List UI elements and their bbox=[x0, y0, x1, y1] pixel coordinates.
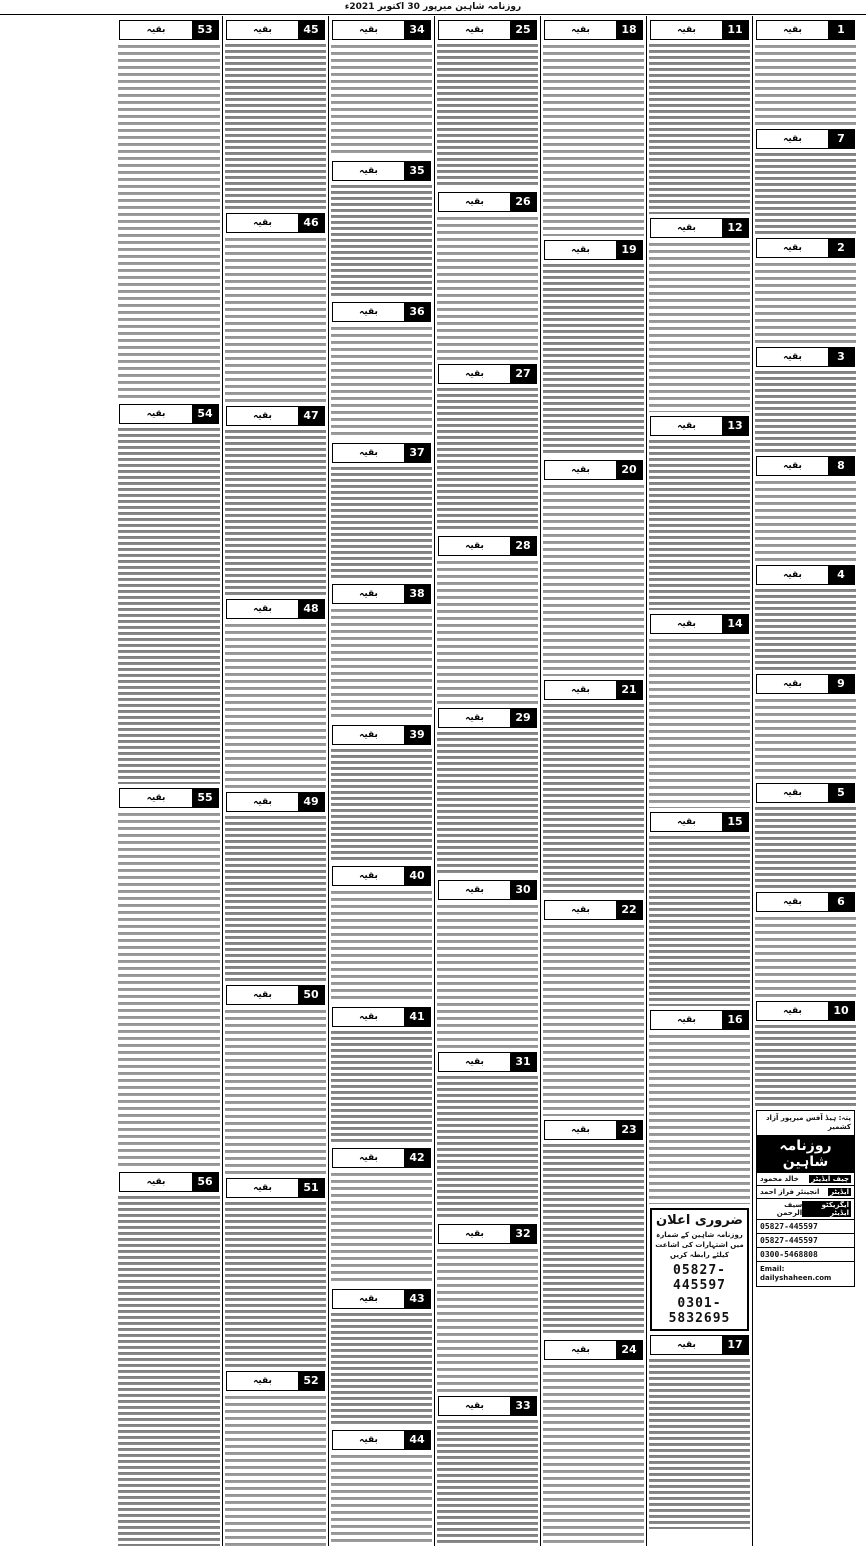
article-text-block bbox=[437, 1075, 538, 1220]
continuation-label: بقیہ bbox=[359, 871, 378, 881]
column-3 bbox=[540, 16, 646, 1546]
continuation-box bbox=[119, 1172, 219, 1192]
continuation-label: بقیہ bbox=[677, 25, 696, 35]
article-text-block bbox=[755, 915, 856, 997]
article-text-block bbox=[755, 588, 856, 670]
continuation-label: بقیہ bbox=[677, 817, 696, 827]
notice-title: ضروری اعلان bbox=[656, 1213, 743, 1228]
continuation-label: بقیہ bbox=[571, 1345, 590, 1355]
article-text-block bbox=[649, 43, 750, 214]
article-text-block bbox=[543, 43, 644, 236]
notice-body: روزنامہ شاہین کے شمارہ میں اشتہارات کی اشاعت کیلئے رابطہ کریں bbox=[655, 1231, 744, 1259]
article-text-block bbox=[755, 1024, 856, 1106]
continuation-box bbox=[544, 680, 643, 700]
continuation-number: 33 bbox=[510, 1397, 536, 1415]
continuation-number: 8 bbox=[828, 457, 854, 475]
continuation-label: بقیہ bbox=[571, 685, 590, 695]
article-text-block bbox=[331, 748, 432, 862]
article-text-block bbox=[331, 889, 432, 1003]
continuation-number: 49 bbox=[298, 793, 324, 811]
continuation-number: 29 bbox=[510, 709, 536, 727]
column-1 bbox=[752, 16, 858, 1546]
article-text-block bbox=[437, 559, 538, 704]
continuation-number: 35 bbox=[404, 162, 430, 180]
continuation-box bbox=[332, 302, 431, 322]
continuation-box bbox=[756, 347, 855, 367]
staff-name: خالد محمود bbox=[760, 1175, 799, 1183]
continuation-number: 30 bbox=[510, 881, 536, 899]
continuation-label: بقیہ bbox=[146, 1177, 166, 1187]
article-text-block bbox=[225, 622, 326, 788]
continuation-box bbox=[544, 20, 643, 40]
continuation-number: 24 bbox=[616, 1341, 642, 1359]
continuation-box bbox=[756, 565, 855, 585]
article-text-block bbox=[543, 1363, 644, 1546]
column-6 bbox=[222, 16, 328, 1546]
article-text-block bbox=[755, 43, 856, 125]
article-text-block bbox=[225, 1394, 326, 1546]
article-text-block bbox=[225, 1201, 326, 1367]
continuation-label: بقیہ bbox=[253, 990, 272, 1000]
continuation-label: بقیہ bbox=[146, 25, 166, 35]
continuation-number: 22 bbox=[616, 901, 642, 919]
continuation-box bbox=[226, 985, 325, 1005]
continuation-number: 23 bbox=[616, 1121, 642, 1139]
continuation-box bbox=[226, 1178, 325, 1198]
continuation-number: 3 bbox=[828, 348, 854, 366]
continuation-box bbox=[332, 725, 431, 745]
article-text-block bbox=[331, 325, 432, 439]
article-text-block bbox=[225, 1008, 326, 1174]
continuation-number: 52 bbox=[298, 1372, 324, 1390]
staff-role: ایڈیٹر bbox=[830, 1188, 849, 1196]
article-text-block bbox=[437, 43, 538, 188]
continuation-label: بقیہ bbox=[677, 619, 696, 629]
continuation-box bbox=[756, 1001, 855, 1021]
article-text-block bbox=[755, 370, 856, 452]
continuation-box bbox=[756, 129, 855, 149]
continuation-number: 17 bbox=[722, 1336, 748, 1354]
continuation-box bbox=[650, 20, 749, 40]
article-text-block bbox=[331, 1453, 432, 1546]
continuation-number: 42 bbox=[404, 1149, 430, 1167]
continuation-number: 20 bbox=[616, 461, 642, 479]
continuation-number: 36 bbox=[404, 303, 430, 321]
continuation-label: بقیہ bbox=[677, 1015, 696, 1025]
continuation-box bbox=[438, 536, 537, 556]
continuation-label: بقیہ bbox=[146, 793, 166, 803]
continuation-number: 16 bbox=[722, 1011, 748, 1029]
continuation-number: 48 bbox=[298, 600, 324, 618]
continuation-number: 9 bbox=[828, 675, 854, 693]
imprint-email: Email: dailyshaheen.com bbox=[760, 1265, 832, 1282]
article-text-block bbox=[118, 1195, 220, 1546]
notice-phone-2: 0301-5832695 bbox=[668, 1296, 731, 1326]
continuation-label: بقیہ bbox=[677, 223, 696, 233]
continuation-label: بقیہ bbox=[571, 1125, 590, 1135]
article-text-block bbox=[225, 43, 326, 209]
continuation-box bbox=[756, 456, 855, 476]
staff-name: سیف الرحمن bbox=[776, 1201, 803, 1217]
continuation-label: بقیہ bbox=[253, 1376, 272, 1386]
continuation-box bbox=[438, 364, 537, 384]
continuation-label: بقیہ bbox=[465, 1401, 484, 1411]
continuation-label: بقیہ bbox=[783, 243, 802, 253]
continuation-label: بقیہ bbox=[783, 1006, 802, 1016]
article-text-block bbox=[437, 215, 538, 360]
continuation-box bbox=[226, 792, 325, 812]
continuation-number: 19 bbox=[616, 241, 642, 259]
continuation-label: بقیہ bbox=[465, 541, 484, 551]
continuation-box bbox=[332, 1007, 431, 1027]
continuation-box bbox=[438, 708, 537, 728]
continuation-number: 50 bbox=[298, 986, 324, 1004]
continuation-number: 14 bbox=[722, 615, 748, 633]
continuation-number: 11 bbox=[722, 21, 748, 39]
continuation-box bbox=[332, 1430, 431, 1450]
continuation-number: 6 bbox=[828, 893, 854, 911]
continuation-box bbox=[650, 614, 749, 634]
continuation-number: 54 bbox=[192, 405, 218, 423]
staff-name: انجینئر فراز احمد bbox=[760, 1188, 820, 1196]
continuation-box bbox=[756, 238, 855, 258]
continuation-label: بقیہ bbox=[465, 197, 484, 207]
continuation-label: بقیہ bbox=[571, 25, 590, 35]
continuation-number: 28 bbox=[510, 537, 536, 555]
continuation-label: بقیہ bbox=[783, 461, 802, 471]
article-text-block bbox=[225, 429, 326, 595]
continuation-box bbox=[650, 1010, 749, 1030]
staff-role: ایگزیکٹو ایڈیٹر bbox=[802, 1201, 851, 1217]
column-5 bbox=[328, 16, 434, 1546]
continuation-label: بقیہ bbox=[677, 1340, 696, 1350]
continuation-box bbox=[544, 900, 643, 920]
continuation-label: بقیہ bbox=[359, 307, 378, 317]
continuation-label: بقیہ bbox=[783, 679, 802, 689]
continuation-number: 39 bbox=[404, 726, 430, 744]
imprint-phone: 05827-445597 bbox=[757, 1234, 854, 1248]
continuation-number: 1 bbox=[828, 21, 854, 39]
continuation-label: بقیہ bbox=[571, 245, 590, 255]
continuation-box bbox=[332, 1148, 431, 1168]
continuation-label: بقیہ bbox=[465, 1229, 484, 1239]
continuation-label: بقیہ bbox=[783, 134, 802, 144]
article-text-block bbox=[118, 811, 220, 1168]
continuation-box bbox=[438, 1052, 537, 1072]
continuation-label: بقیہ bbox=[783, 570, 802, 580]
continuation-label: بقیہ bbox=[465, 885, 484, 895]
continuation-number: 12 bbox=[722, 219, 748, 237]
continuation-box bbox=[544, 1340, 643, 1360]
continuation-label: بقیہ bbox=[253, 604, 272, 614]
newspaper-imprint bbox=[756, 1110, 855, 1287]
newspaper-page bbox=[8, 16, 858, 1546]
newspaper-header bbox=[0, 0, 866, 15]
continuation-number: 34 bbox=[404, 21, 430, 39]
article-text-block bbox=[755, 806, 856, 888]
continuation-label: بقیہ bbox=[359, 1294, 378, 1304]
continuation-label: بقیہ bbox=[253, 411, 272, 421]
continuation-label: بقیہ bbox=[359, 166, 378, 176]
continuation-number: 25 bbox=[510, 21, 536, 39]
continuation-label: بقیہ bbox=[465, 713, 484, 723]
continuation-box bbox=[756, 892, 855, 912]
continuation-number: 53 bbox=[192, 21, 218, 39]
article-text-block bbox=[331, 184, 432, 298]
article-text-block bbox=[437, 1247, 538, 1392]
imprint-phone: 0300-5468808 bbox=[757, 1248, 854, 1262]
staff-role: چیف ایڈیٹر bbox=[811, 1175, 849, 1183]
continuation-number: 21 bbox=[616, 681, 642, 699]
continuation-box bbox=[119, 404, 219, 424]
article-text-block bbox=[118, 427, 220, 784]
continuation-number: 45 bbox=[298, 21, 324, 39]
continuation-label: بقیہ bbox=[677, 421, 696, 431]
continuation-number: 41 bbox=[404, 1008, 430, 1026]
continuation-label: بقیہ bbox=[253, 25, 272, 35]
continuation-number: 46 bbox=[298, 214, 324, 232]
article-text-block bbox=[755, 479, 856, 561]
continuation-box bbox=[756, 674, 855, 694]
continuation-number: 27 bbox=[510, 365, 536, 383]
continuation-label: بقیہ bbox=[359, 589, 378, 599]
article-text-block bbox=[331, 1030, 432, 1144]
continuation-number: 55 bbox=[192, 789, 218, 807]
continuation-number: 44 bbox=[404, 1431, 430, 1449]
continuation-label: بقیہ bbox=[359, 25, 378, 35]
continuation-number: 38 bbox=[404, 585, 430, 603]
continuation-box bbox=[438, 192, 537, 212]
notice-phone-1: 05827-445597 bbox=[673, 1263, 726, 1293]
article-text-block bbox=[437, 731, 538, 876]
continuation-label: بقیہ bbox=[359, 448, 378, 458]
continuation-label: بقیہ bbox=[571, 905, 590, 915]
article-text-block bbox=[649, 1358, 750, 1529]
article-text-block bbox=[543, 703, 644, 896]
imprint-phone: 05827-445597 bbox=[757, 1220, 854, 1234]
continuation-number: 18 bbox=[616, 21, 642, 39]
continuation-label: بقیہ bbox=[465, 25, 484, 35]
continuation-box bbox=[226, 406, 325, 426]
article-text-block bbox=[649, 637, 750, 808]
continuation-box bbox=[650, 218, 749, 238]
article-text-block bbox=[225, 236, 326, 402]
column-7 bbox=[116, 16, 222, 1546]
column-2 bbox=[646, 16, 752, 1546]
continuation-box bbox=[438, 1224, 537, 1244]
continuation-number: 40 bbox=[404, 867, 430, 885]
continuation-label: بقیہ bbox=[465, 369, 484, 379]
article-text-block bbox=[437, 1419, 538, 1546]
article-text-block bbox=[331, 466, 432, 580]
imprint-logo: روزنامہ شاہین bbox=[757, 1135, 854, 1173]
continuation-label: بقیہ bbox=[253, 218, 272, 228]
continuation-box bbox=[438, 880, 537, 900]
continuation-number: 4 bbox=[828, 566, 854, 584]
column-4 bbox=[434, 16, 540, 1546]
continuation-number: 26 bbox=[510, 193, 536, 211]
continuation-number: 15 bbox=[722, 813, 748, 831]
article-text-block bbox=[437, 387, 538, 532]
article-text-block bbox=[225, 815, 326, 981]
continuation-box bbox=[332, 584, 431, 604]
continuation-box bbox=[756, 783, 855, 803]
imprint-staff-row bbox=[757, 1199, 854, 1220]
continuation-number: 7 bbox=[828, 130, 854, 148]
article-text-block bbox=[437, 903, 538, 1048]
continuation-box bbox=[226, 213, 325, 233]
continuation-box bbox=[332, 443, 431, 463]
imprint-address: پتہ: ہیڈ آفس میرپور آزاد کشمیر bbox=[765, 1114, 851, 1131]
article-text-block bbox=[331, 1171, 432, 1285]
continuation-number: 31 bbox=[510, 1053, 536, 1071]
article-text-block bbox=[649, 835, 750, 1006]
continuation-box bbox=[332, 866, 431, 886]
article-text-block bbox=[331, 43, 432, 157]
classified-notice bbox=[650, 1208, 749, 1331]
continuation-label: بقیہ bbox=[253, 1183, 272, 1193]
continuation-label: بقیہ bbox=[253, 797, 272, 807]
article-text-block bbox=[649, 1033, 750, 1204]
continuation-number: 2 bbox=[828, 239, 854, 257]
header-title: روزنامہ شاہین میرپور 30 اکتوبر 2021ء bbox=[344, 2, 522, 12]
continuation-number: 56 bbox=[192, 1173, 218, 1191]
continuation-number: 47 bbox=[298, 407, 324, 425]
article-text-block bbox=[543, 483, 644, 676]
continuation-number: 13 bbox=[722, 417, 748, 435]
continuation-label: بقیہ bbox=[783, 788, 802, 798]
article-text-block bbox=[649, 439, 750, 610]
continuation-label: بقیہ bbox=[783, 25, 802, 35]
continuation-box bbox=[119, 788, 219, 808]
continuation-box bbox=[332, 161, 431, 181]
continuation-label: بقیہ bbox=[359, 1435, 378, 1445]
continuation-number: 37 bbox=[404, 444, 430, 462]
continuation-box bbox=[438, 20, 537, 40]
article-text-block bbox=[331, 607, 432, 721]
continuation-box bbox=[650, 1335, 749, 1355]
article-text-block bbox=[543, 1143, 644, 1336]
continuation-label: بقیہ bbox=[465, 1057, 484, 1067]
continuation-box bbox=[332, 1289, 431, 1309]
article-text-block bbox=[118, 43, 220, 400]
continuation-box bbox=[650, 416, 749, 436]
article-text-block bbox=[543, 923, 644, 1116]
continuation-box bbox=[226, 1371, 325, 1391]
imprint-staff-row bbox=[757, 1186, 854, 1199]
article-text-block bbox=[755, 697, 856, 779]
imprint-staff-row bbox=[757, 1173, 854, 1186]
continuation-box bbox=[438, 1396, 537, 1416]
continuation-number: 32 bbox=[510, 1225, 536, 1243]
continuation-box bbox=[544, 240, 643, 260]
continuation-number: 10 bbox=[828, 1002, 854, 1020]
article-text-block bbox=[331, 1312, 432, 1426]
continuation-label: بقیہ bbox=[783, 897, 802, 907]
continuation-label: بقیہ bbox=[359, 1012, 378, 1022]
continuation-number: 51 bbox=[298, 1179, 324, 1197]
article-text-block bbox=[755, 261, 856, 343]
continuation-box bbox=[544, 1120, 643, 1140]
continuation-number: 43 bbox=[404, 1290, 430, 1308]
continuation-label: بقیہ bbox=[571, 465, 590, 475]
article-text-block bbox=[543, 263, 644, 456]
continuation-label: بقیہ bbox=[146, 409, 166, 419]
continuation-label: بقیہ bbox=[359, 730, 378, 740]
continuation-box bbox=[650, 812, 749, 832]
continuation-box bbox=[226, 599, 325, 619]
continuation-box bbox=[544, 460, 643, 480]
continuation-box bbox=[332, 20, 431, 40]
continuation-box bbox=[226, 20, 325, 40]
continuation-label: بقیہ bbox=[783, 352, 802, 362]
article-text-block bbox=[755, 152, 856, 234]
continuation-number: 5 bbox=[828, 784, 854, 802]
continuation-box bbox=[119, 20, 219, 40]
continuation-label: بقیہ bbox=[359, 1153, 378, 1163]
continuation-box bbox=[756, 20, 855, 40]
article-text-block bbox=[649, 241, 750, 412]
